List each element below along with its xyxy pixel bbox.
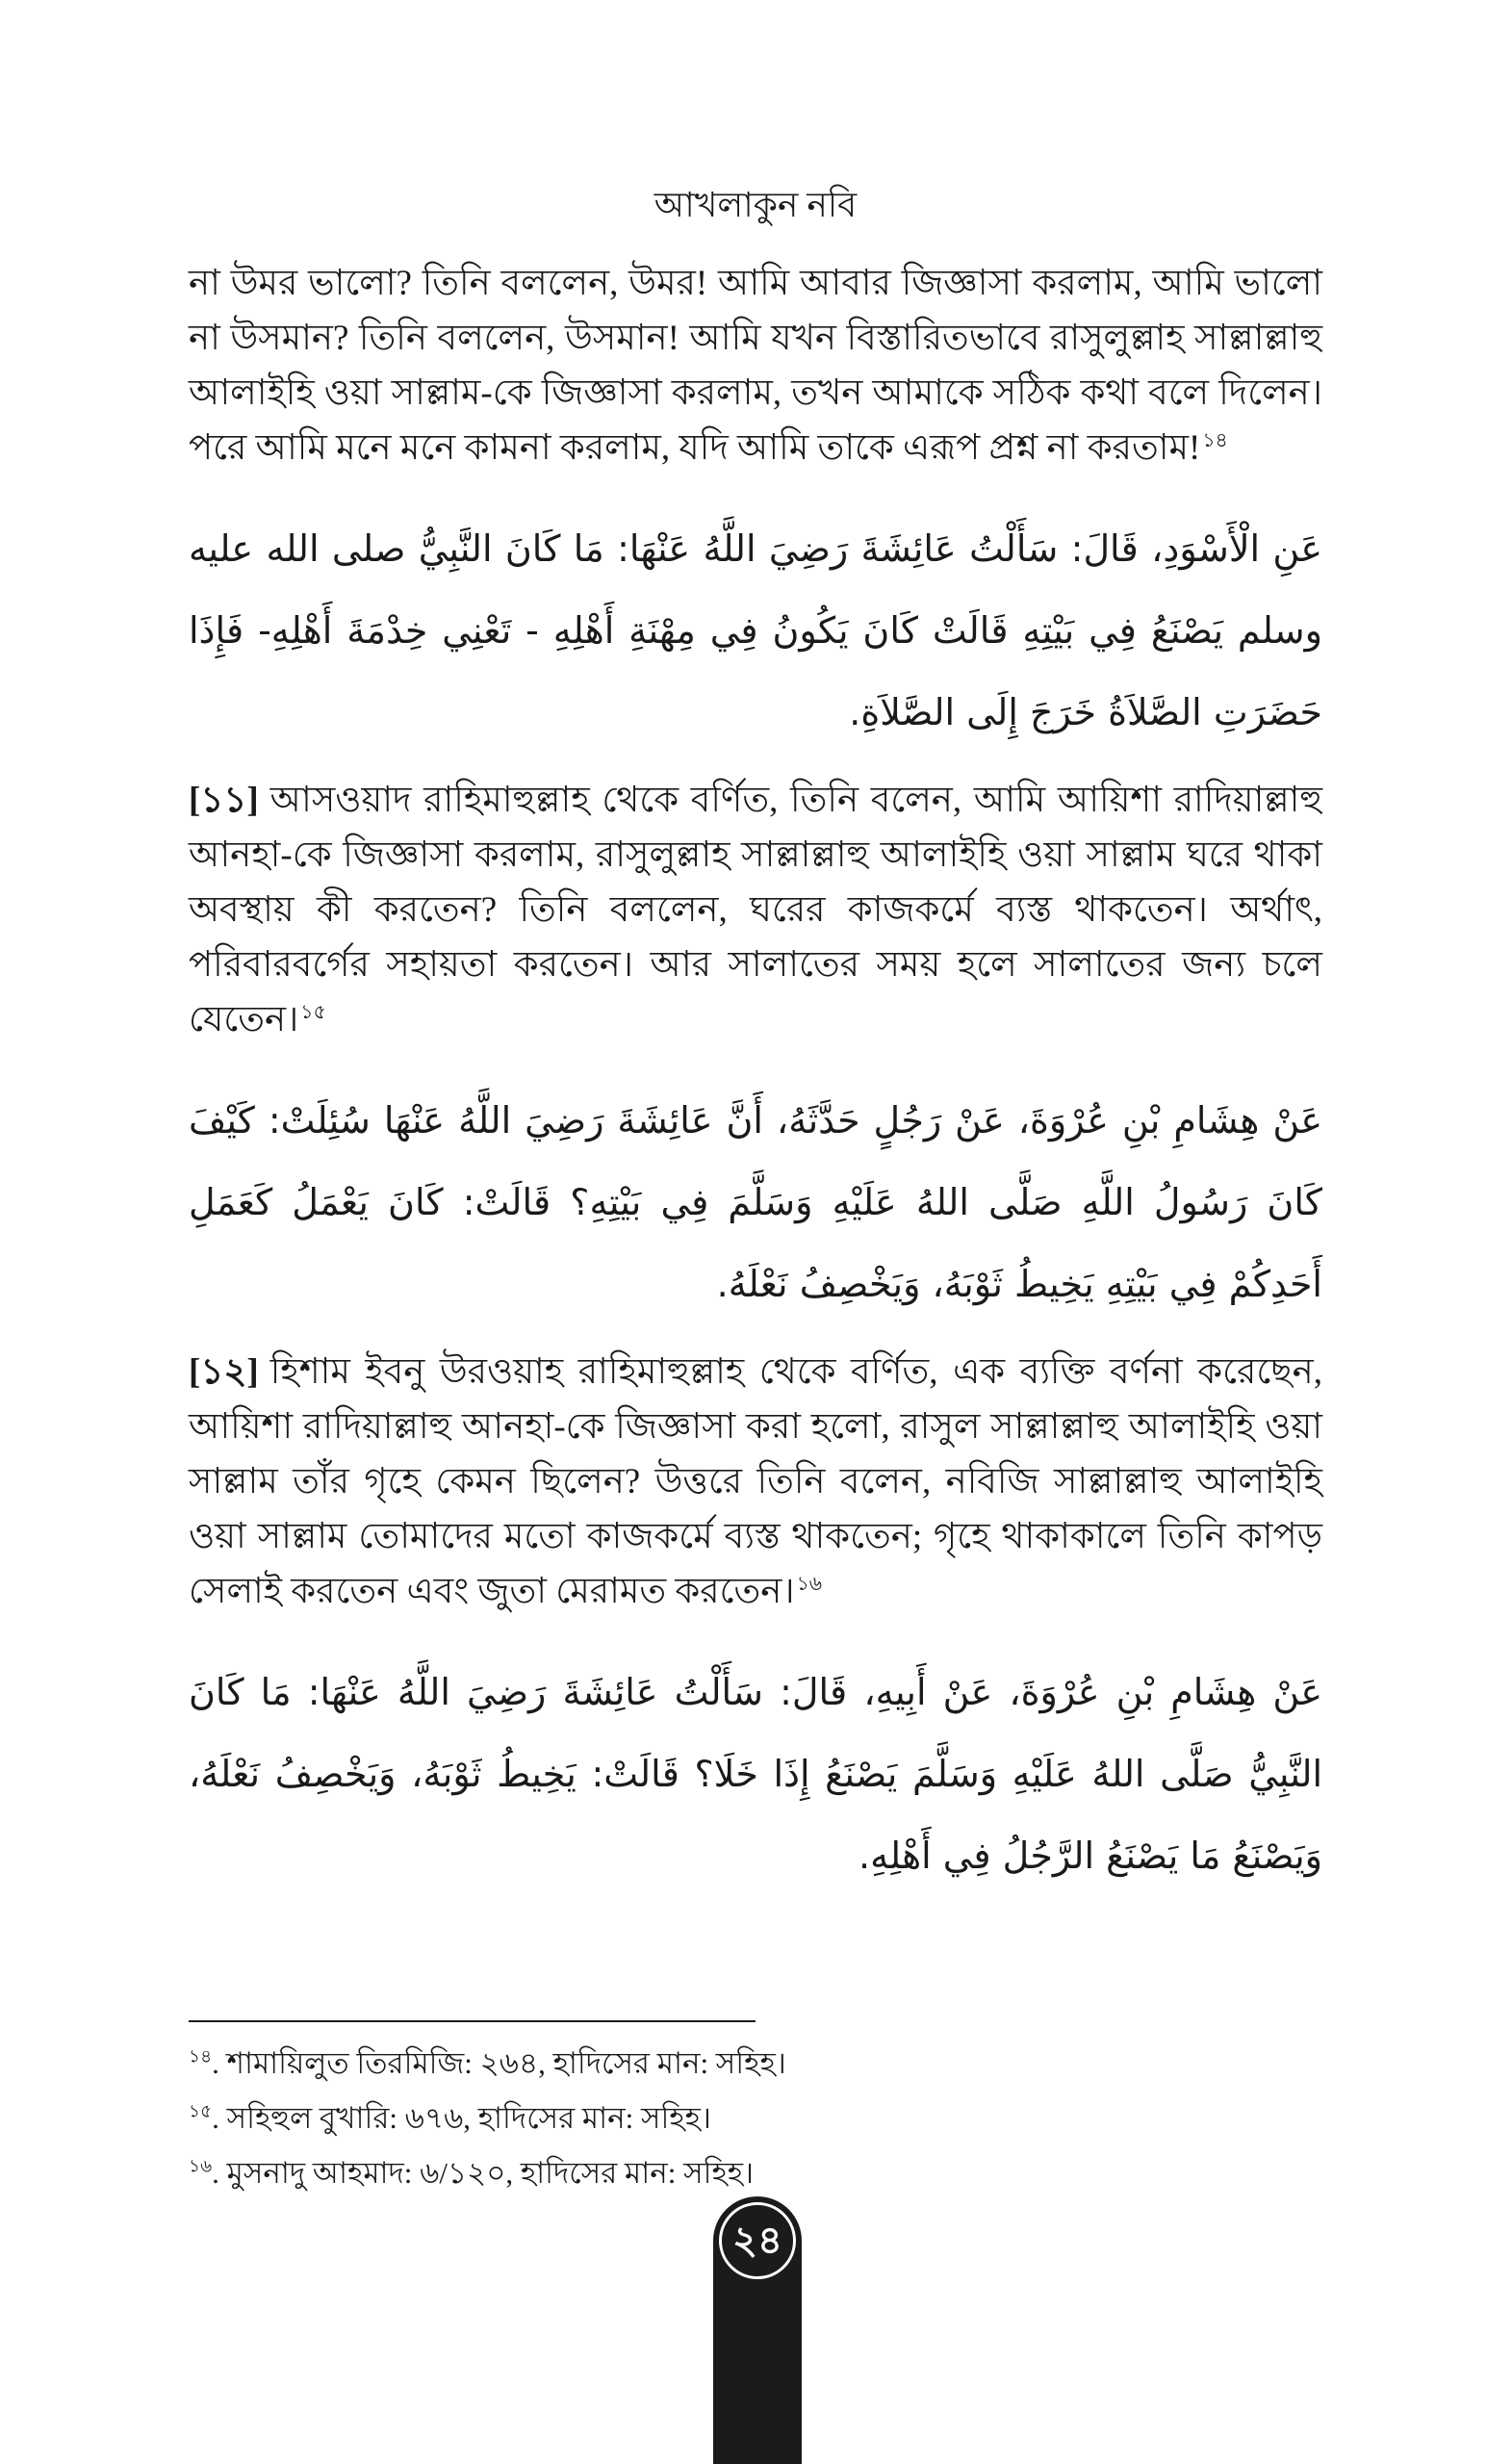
intro-paragraph: [189, 256, 1322, 475]
next-hadith-arabic: عَنْ هِشَامِ بْنِ عُرْوَةَ، عَنْ أَبِيهِ، قَالَ: سَأَلْتُ عَائِشَةَ رَضِيَ اللَّهُ عَنْهَا: مَا كَانَ النَّبِيُّ صَلَّى اللهُ عَلَيْهِ وَسَلَّمَ يَصْنَعُ إِذَا خَلَا؟ قَالَتْ: يَخِيطُ ثَوْبَهُ، وَيَخْصِفُ نَعْلَهُ، وَيَصْنَعُ مَا يَصْنَعُ الرَّجُلُ فِي أَهْلِهِ.: [189, 1671, 1322, 1877]
page-content: [189, 178, 1322, 1897]
footnote-number: ১৬: [189, 2156, 213, 2177]
footnote-divider: [189, 2020, 756, 2022]
footnote-text: . মুসনাদু আহমাদ: ৬/১২০, হাদিসের মান: সহিহ।: [212, 2156, 755, 2190]
hadith-11-number: [১১]: [189, 781, 259, 820]
footnote-text: . শামায়িলুত তিরমিজি: ২৬৪, হাদিসের মান: সহিহ।: [212, 2046, 786, 2080]
footnote-item: [189, 2145, 1322, 2200]
hadith-11-arabic: عَنِ الْأَسْوَدِ، قَالَ: سَأَلْتُ عَائِشَةَ رَضِيَ اللَّهُ عَنْهَا: مَا كَانَ النَّبِيُّ صلى الله عليه وسلم يَصْنَعُ فِي بَيْتِهِ قَالَتْ كَانَ يَكُونُ فِي مِهْنَةِ أَهْلِهِ - تَعْنِي خِدْمَةَ أَهْلِهِ- فَإِذَا حَضَرَتِ الصَّلاَةُ خَرَجَ إِلَى الصَّلاَةِ.: [189, 527, 1322, 733]
hadith-12-text: হিশাম ইবনু উরওয়াহ রাহিমাহুল্লাহ থেকে বর্ণিত, এক ব্যক্তি বর্ণনা করেছেন, আয়িশা রাদিয়াল্লাহু আনহা-কে জিজ্ঞাসা করা হলো, রাসুল সাল্লাল্লাহু আলাইহি ওয়া সাল্লাম তাঁর গৃহে কেমন ছিলেন? উত্তরে তিনি বলেন, নবিজি সাল্লাল্লাহু আলাইহি ওয়া সাল্লাম তোমাদের মতো কাজকর্মে ব্যস্ত থাকতেন; গৃহে থাকাকালে তিনি কাপড় সেলাই করতেন এবং জুতা মেরামত করতেন।: [189, 1352, 1322, 1611]
hadith-12-translation: [189, 1345, 1322, 1619]
page-number: ২৪: [732, 2219, 782, 2262]
running-head: আখলাকুন নবি: [653, 186, 858, 224]
footnote-item: [189, 2036, 1322, 2091]
footnote-ref-14: ১৪: [1202, 429, 1228, 451]
page-number-ring: [719, 2202, 796, 2279]
hadith-12-number: [১২]: [189, 1352, 259, 1392]
intro-text: না উমর ভালো? তিনি বললেন, উমর! আমি আবার জিজ্ঞাসা করলাম, আমি ভালো না উসমান? তিনি বললেন, উসমান! আমি যখন বিস্তারিতভাবে রাসুলুল্লাহ সাল্লাল্লাহু আলাইহি ওয়া সাল্লাম-কে জিজ্ঞাসা করলাম, তখন আমাকে সঠিক কথা বলে দিলেন। পরে আমি মনে মনে কামনা করলাম, যদি আমি তাকে এরূপ প্রশ্ন না করতাম!: [189, 264, 1322, 468]
footnote-number: ১৫: [189, 2101, 213, 2122]
hadith-11-translation: [189, 773, 1322, 1047]
footnote-item: [189, 2091, 1322, 2145]
footnote-text: . সহিহুল বুখারি: ৬৭৬, হাদিসের মান: সহিহ।: [212, 2101, 712, 2135]
page-number-tab: [713, 2196, 802, 2464]
footnote-number: ১৪: [189, 2046, 213, 2067]
footnote-ref-15: ১৫: [300, 1001, 326, 1023]
hadith-12-arabic: عَنْ هِشَامِ بْنِ عُرْوَةَ، عَنْ رَجُلٍ حَدَّثَهُ، أَنَّ عَائِشَةَ رَضِيَ اللَّهُ عَنْهَا سُئِلَتْ: كَيْفَ كَانَ رَسُولُ اللَّهِ صَلَّى اللهُ عَلَيْهِ وَسَلَّمَ فِي بَيْتِهِ؟ قَالَتْ: كَانَ يَعْمَلُ كَعَمَلِ أَحَدِكُمْ فِي بَيْتِهِ يَخِيطُ ثَوْبَهُ، وَيَخْصِفُ نَعْلَهُ.: [189, 1099, 1322, 1305]
footnotes: [189, 2036, 1322, 2200]
footnote-ref-16: ১৬: [796, 1573, 823, 1595]
hadith-11-text: আসওয়াদ রাহিমাহুল্লাহ থেকে বর্ণিত, তিনি বলেন, আমি আয়িশা রাদিয়াল্লাহু আনহা-কে জিজ্ঞাসা করলাম, রাসুলুল্লাহ সাল্লাল্লাহু আলাইহি ওয়া সাল্লাম ঘরে থাকা অবস্থায় কী করতেন? তিনি বললেন, ঘরের কাজকর্মে ব্যস্ত থাকতেন। অর্থাৎ, পরিবারবর্গের সহায়তা করতেন। আর সালাতের সময় হলে সালাতের জন্য চলে যেতেন।: [189, 781, 1322, 1040]
